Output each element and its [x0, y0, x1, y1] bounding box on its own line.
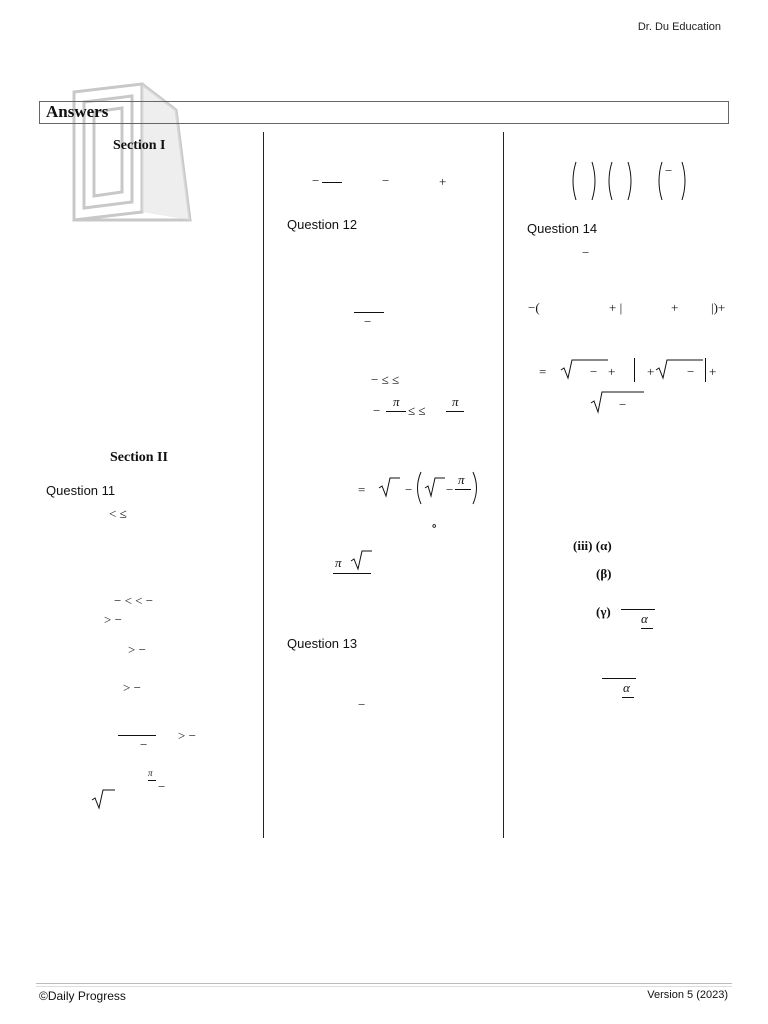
q14-abs-bar-left: [634, 358, 635, 382]
q14-math-b3: +: [671, 300, 679, 315]
q12-fraction-denominator: −: [364, 314, 372, 329]
q14-math-c-plus3: +: [709, 364, 717, 379]
q12-pi-4: π: [335, 555, 342, 570]
q11-pi-small: π: [148, 768, 153, 778]
q12-pi-2: π: [452, 394, 459, 409]
q14-part-iii-alpha: (iii) (α): [573, 538, 612, 553]
q14-math-c-plus: +: [608, 364, 616, 379]
q14-sqrt-3: [590, 390, 646, 419]
q13-math: −: [358, 697, 366, 712]
q11-math-4: > −: [128, 642, 146, 657]
q14-alpha-2: α: [623, 680, 630, 695]
col2-top-math-c: +: [439, 174, 447, 189]
answers-box: [39, 101, 729, 124]
col2-top-math-a: −: [312, 173, 320, 188]
q14-math-c-minus2: −: [687, 364, 695, 379]
q11-math-2: − < < −: [114, 593, 154, 608]
question-11-label: Question 11: [46, 483, 116, 498]
q12-inequality-2-middle: ≤ ≤: [408, 403, 426, 418]
q14-abs-bar-right: [705, 358, 706, 382]
q12-sqrt-1: [378, 476, 400, 503]
section-1-heading: Section I: [113, 138, 166, 153]
q11-fraction-bar: [118, 735, 156, 736]
q12-fraction-bar: [354, 312, 384, 313]
q12-pi-bar-3: [455, 489, 471, 490]
q14-sqrt-2: [655, 358, 705, 385]
question-14-label: Question 14: [527, 221, 598, 236]
q12-pi-3: π: [458, 472, 465, 487]
column-divider-1: [263, 132, 264, 838]
footer-rule: [36, 983, 732, 984]
q12-inequality-1: − ≤ ≤: [371, 372, 400, 387]
q14-gamma-alpha: α: [641, 611, 648, 626]
q12-minus-2: −: [446, 482, 454, 497]
q14-part-beta: (β): [596, 566, 612, 581]
footer-version: Version 5 (2023): [647, 989, 728, 1001]
q11-math-9: −: [158, 779, 166, 794]
q11-pi-fraction-bar: [148, 780, 156, 781]
col2-top-fraction-bar: [322, 182, 342, 183]
header-brand: Dr. Du Education: [637, 21, 721, 33]
q14-fraction-bar-2: [602, 678, 636, 679]
q12-equals: =: [358, 482, 366, 497]
q12-minus-1: −: [405, 482, 413, 497]
question-13-label: Question 13: [287, 636, 358, 651]
q14-part-gamma: (γ): [596, 604, 611, 619]
section-2-heading: Section II: [110, 450, 168, 465]
q14-alpha-underline-2: [622, 697, 634, 698]
q12-pi-1: π: [393, 394, 400, 409]
q14-math-c-equals: =: [539, 364, 547, 379]
column-divider-2: [503, 132, 504, 838]
q12-degree: ∘: [431, 518, 438, 533]
q12-inequality-2-minus: −: [373, 403, 381, 418]
q14-sqrt-1: [560, 358, 610, 385]
col2-top-math-b: −: [382, 173, 390, 188]
q14-math-b2: + |: [609, 300, 623, 315]
q11-math-6: > −: [178, 728, 196, 743]
q12-underline: [333, 573, 371, 574]
question-12-label: Question 12: [287, 217, 358, 232]
q11-sqrt-symbol: [91, 788, 115, 815]
footer-copyright: ©Daily Progress: [39, 989, 126, 1003]
q14-gamma-fraction-bar: [621, 609, 655, 610]
q14-math-b4: |)+: [711, 300, 726, 315]
q11-math-3: > −: [104, 612, 122, 627]
q12-pi-bar-1: [386, 411, 406, 412]
q14-gamma-alpha-underline: [641, 628, 653, 629]
q11-math-1: < ≤: [109, 506, 127, 521]
q12-sqrt-2: [350, 549, 372, 576]
q14-math-a: −: [582, 245, 590, 260]
answers-title: Answers: [46, 102, 109, 121]
q14-math-d-minus: −: [619, 397, 627, 412]
q14-math-c-minus: −: [590, 364, 598, 379]
q11-math-7: −: [140, 737, 148, 752]
q14-math-c-plus2: +: [647, 364, 655, 379]
q11-math-5: > −: [123, 680, 141, 695]
q14-paren-minus: −: [665, 163, 673, 178]
q14-math-b1: −(: [528, 300, 540, 315]
footer-rule-secondary: [36, 986, 732, 987]
q12-pi-bar-2: [446, 411, 464, 412]
